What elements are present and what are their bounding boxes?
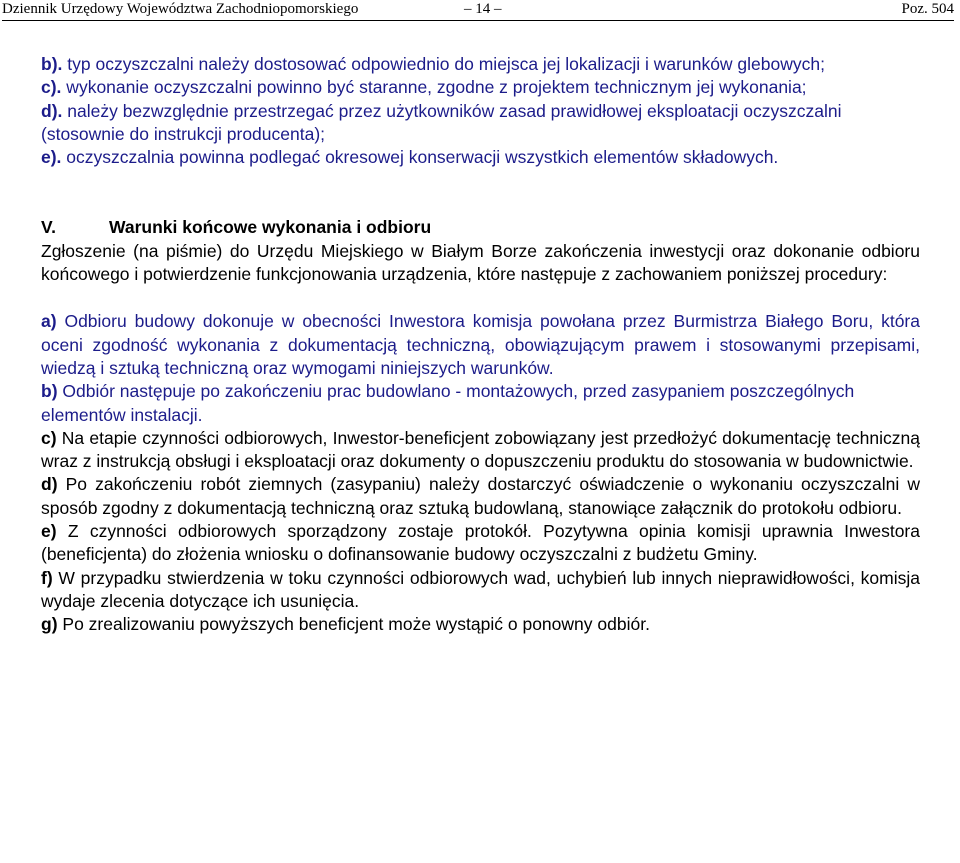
procedure-item-text: W przypadku stwierdzenia w toku czynności odbiorowych wad, uchybień lub innych nieprawidłowości, komisja wydaje zlecenia dotyczące ich usunięcia. xyxy=(41,567,920,611)
procedure-item-label: g) xyxy=(41,614,58,635)
list-item-e xyxy=(41,146,920,169)
procedure-item-text: Na etapie czynności odbiorowych, Inwestor-beneficjent zobowiązany jest przedłożyć dokumentację techniczną wraz z instrukcją obsługi i eksploatacji oraz dokumenty o dopuszczeniu produktu do stosowania w budownictwie. xyxy=(41,427,920,472)
list-item-text: wykonanie oczyszczalni powinno być staranne, zgodne z projektem technicznym jej wykonania; xyxy=(61,77,807,98)
section-intro: Zgłoszenie (na piśmie) do Urzędu Miejskiego w Białym Borze zakończenia inwestycji oraz dokonanie odbioru końcowego i potwierdzenie funkcjonowania urządzenia, które następuje z zachowaniem poniższej procedury: xyxy=(41,240,920,285)
list-item-text: należy bezwzględnie przestrzegać przez użytkowników zasad prawidłowej eksploatacji oczyszczalni (stosownie do instrukcji producenta); xyxy=(41,100,842,144)
list-item-label: d). xyxy=(41,100,63,121)
spacer xyxy=(41,169,920,216)
list-item-d xyxy=(41,100,920,147)
header-rule xyxy=(2,20,954,21)
procedure-item-text: Odbiór następuje po zakończeniu prac budowlano - montażowych, przed zasypaniem poszczególnych elementów instalacji. xyxy=(41,381,855,425)
procedure-item-g xyxy=(41,613,920,636)
document-body xyxy=(41,53,920,637)
procedure-item-text: Po zrealizowaniu powyższych beneficjent może wystąpić o ponowny odbiór. xyxy=(57,614,650,635)
list-item-label: c). xyxy=(41,77,62,98)
procedure-item-f xyxy=(41,567,920,614)
procedure-item-b xyxy=(41,380,920,427)
list-item-text: typ oczyszczalni należy dostosować odpowiednio do miejsca jej lokalizacji i warunków glebowych; xyxy=(62,54,825,74)
procedure-item-label: f) xyxy=(41,567,53,588)
page-number: – 14 – xyxy=(464,1,502,17)
spacer xyxy=(41,286,920,310)
journal-title: Dziennik Urzędowy Województwa Zachodniopomorskiego xyxy=(2,1,359,17)
procedure-item-label: e) xyxy=(41,521,57,542)
list-item-label: e). xyxy=(41,147,62,168)
procedure-item-c xyxy=(41,427,920,474)
section-number: V. xyxy=(41,217,56,238)
list-item-c xyxy=(41,76,920,99)
procedure-item-label: d) xyxy=(41,474,58,495)
page-header xyxy=(0,0,960,20)
list-item-text: oczyszczalnia powinna podlegać okresowej konserwacji wszystkich elementów składowych. xyxy=(61,147,779,168)
procedure-item-label: b) xyxy=(41,381,58,402)
procedure-item-text: Odbioru budowy dokonuje w obecności Inwestora komisja powołana przez Burmistrza Białego Boru, która oceni zgodność wykonania z dokumentacją techniczną, obowiązującym prawem i stosowanymi przepisami, wiedzą i sztuką techniczną oraz wymogami niniejszych warunków. xyxy=(41,311,920,378)
procedure-item-text: Po zakończeniu robót ziemnych (zasypaniu) należy dostarczyć oświadczenie o wykonaniu oczyszczalni w sposób zgodny z dokumentacją techniczną oraz sztuką budowlaną, stanowiące załącznik do protokołu odbioru. xyxy=(41,474,920,518)
position-number: Poz. 504 xyxy=(901,1,954,17)
procedure-item-a xyxy=(41,310,920,380)
list-item-b xyxy=(41,53,920,76)
procedure-item-label: c) xyxy=(41,427,57,448)
procedure-item-e xyxy=(41,520,920,567)
procedure-item-d xyxy=(41,473,920,520)
section-heading xyxy=(41,216,920,239)
list-item-label: b). xyxy=(41,54,63,74)
section-title: Warunki końcowe wykonania i odbioru xyxy=(109,217,432,238)
procedure-item-text: Z czynności odbiorowych sporządzony zostaje protokół. Pozytywna opinia komisji uprawnia Inwestora (beneficjenta) do złożenia wniosku o dofinansowanie budowy oczyszczalni z budżetu Gminy. xyxy=(41,521,920,565)
procedure-item-label: a) xyxy=(41,311,57,332)
